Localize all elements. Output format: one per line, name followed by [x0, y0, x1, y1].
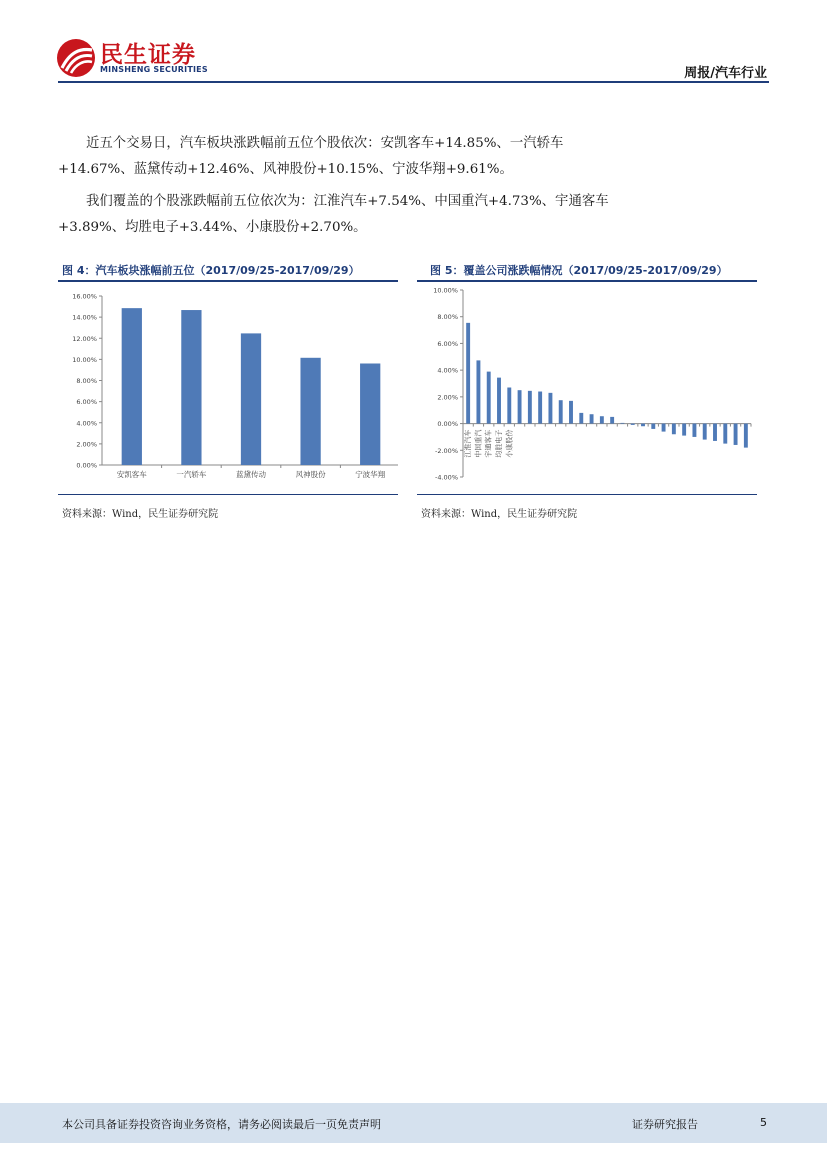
- bar: [631, 424, 635, 425]
- bar: [569, 401, 573, 424]
- category-label: 江淮汽车: [464, 429, 473, 458]
- y-tick-label: 2.00%: [437, 393, 458, 402]
- figure5-title: 图 5：覆盖公司涨跌幅情况（2017/09/25-2017/09/29）: [430, 264, 728, 277]
- figure4-bottom-rule: [58, 494, 398, 495]
- category-label: 宁波华翔: [355, 470, 386, 479]
- figure5-bottom-rule: [417, 494, 757, 495]
- bar: [662, 424, 666, 432]
- bar: [682, 424, 686, 436]
- y-tick-label: 10.00%: [72, 355, 97, 364]
- bar: [559, 400, 563, 423]
- page-footer: [0, 1103, 827, 1143]
- category-label: 小康股份: [505, 429, 514, 458]
- figure5-top-rule: [417, 280, 757, 282]
- y-tick-label: 0.00%: [437, 420, 458, 429]
- figure4-title: 图 4：汽车板块涨幅前五位（2017/09/25-2017/09/29）: [62, 264, 360, 277]
- category-label: 风神股份: [295, 470, 326, 479]
- bar: [610, 417, 614, 424]
- y-tick-label: 16.00%: [72, 292, 97, 301]
- y-tick-label: 8.00%: [437, 313, 458, 322]
- y-tick-label: 12.00%: [72, 334, 97, 343]
- bar: [241, 333, 261, 465]
- y-tick-label: 2.00%: [76, 440, 97, 449]
- bar: [528, 391, 532, 424]
- category-label: 蓝黛传动: [236, 470, 266, 479]
- y-tick-label: 6.00%: [76, 398, 97, 407]
- header-divider: [58, 81, 769, 83]
- bar: [548, 393, 552, 424]
- report-type-label: 周报/汽车行业: [684, 66, 767, 81]
- footer-disclaimer: 本公司具备证券投资咨询业务资格，请务必阅读最后一页免责声明: [62, 1118, 381, 1131]
- bar: [744, 424, 748, 448]
- bar: [641, 424, 645, 427]
- bar: [703, 424, 707, 440]
- bar: [466, 323, 470, 424]
- bar: [476, 360, 480, 423]
- figure4-source: 资料来源：Wind，民生证券研究院: [62, 509, 219, 520]
- page-number: 5: [760, 1116, 767, 1129]
- y-tick-label: 6.00%: [437, 339, 458, 348]
- bar: [672, 424, 676, 435]
- y-tick-label: 4.00%: [437, 366, 458, 375]
- bar: [518, 390, 522, 423]
- bar: [590, 414, 594, 423]
- y-tick-label: 10.00%: [433, 286, 458, 295]
- bar: [620, 423, 624, 424]
- y-tick-label: -2.00%: [435, 446, 458, 455]
- figure5-source: 资料来源：Wind，民生证券研究院: [421, 509, 578, 520]
- figure4-top-rule: [58, 280, 398, 282]
- category-label: 中国重汽: [474, 429, 483, 458]
- logo-chinese-text: 民生证券: [100, 42, 196, 68]
- y-tick-label: 0.00%: [76, 461, 97, 470]
- bar: [579, 413, 583, 424]
- footer-report-label: 证券研究报告: [632, 1118, 698, 1131]
- bar: [538, 392, 542, 424]
- paragraph-coverage-top5: 我们覆盖的个股涨跌幅前五位依次为：江淮汽车+7.54%、中国重汽+4.73%、宇通客车+3.89%、均胜电子+3.44%、小康股份+2.70%。: [58, 194, 609, 235]
- bar: [360, 363, 380, 465]
- bar: [651, 424, 655, 429]
- bar: [497, 378, 501, 424]
- bar: [487, 372, 491, 424]
- bar: [600, 416, 604, 423]
- y-tick-label: 14.00%: [72, 313, 97, 322]
- category-label: 安凯客车: [116, 470, 147, 479]
- y-tick-label: -4.00%: [435, 473, 458, 482]
- y-tick-label: 8.00%: [76, 377, 97, 385]
- company-logo: [56, 36, 216, 80]
- bar: [713, 424, 717, 441]
- category-label: 均胜电子: [495, 429, 503, 458]
- bar: [181, 310, 201, 465]
- figure4-chart: [58, 284, 398, 494]
- bar: [692, 424, 696, 437]
- logo-english-text: MINSHENG SECURITIES: [100, 65, 208, 74]
- bar: [734, 424, 738, 445]
- bar: [723, 424, 727, 444]
- category-label: 一汽轿车: [176, 470, 207, 479]
- category-label: 宇通客车: [484, 429, 493, 458]
- logo-emblem-icon: [56, 38, 96, 78]
- y-tick-label: 4.00%: [76, 419, 97, 428]
- bar: [507, 388, 511, 424]
- figure5-chart: [417, 284, 757, 494]
- bar: [122, 308, 142, 465]
- bar: [300, 358, 320, 465]
- paragraph-sector-top5: 近五个交易日，汽车板块涨跌幅前五位个股依次：安凯客车+14.85%、一汽轿车+14.67%、蓝黛传动+12.46%、风神股份+10.15%、宁波华翔+9.61%。: [58, 136, 564, 177]
